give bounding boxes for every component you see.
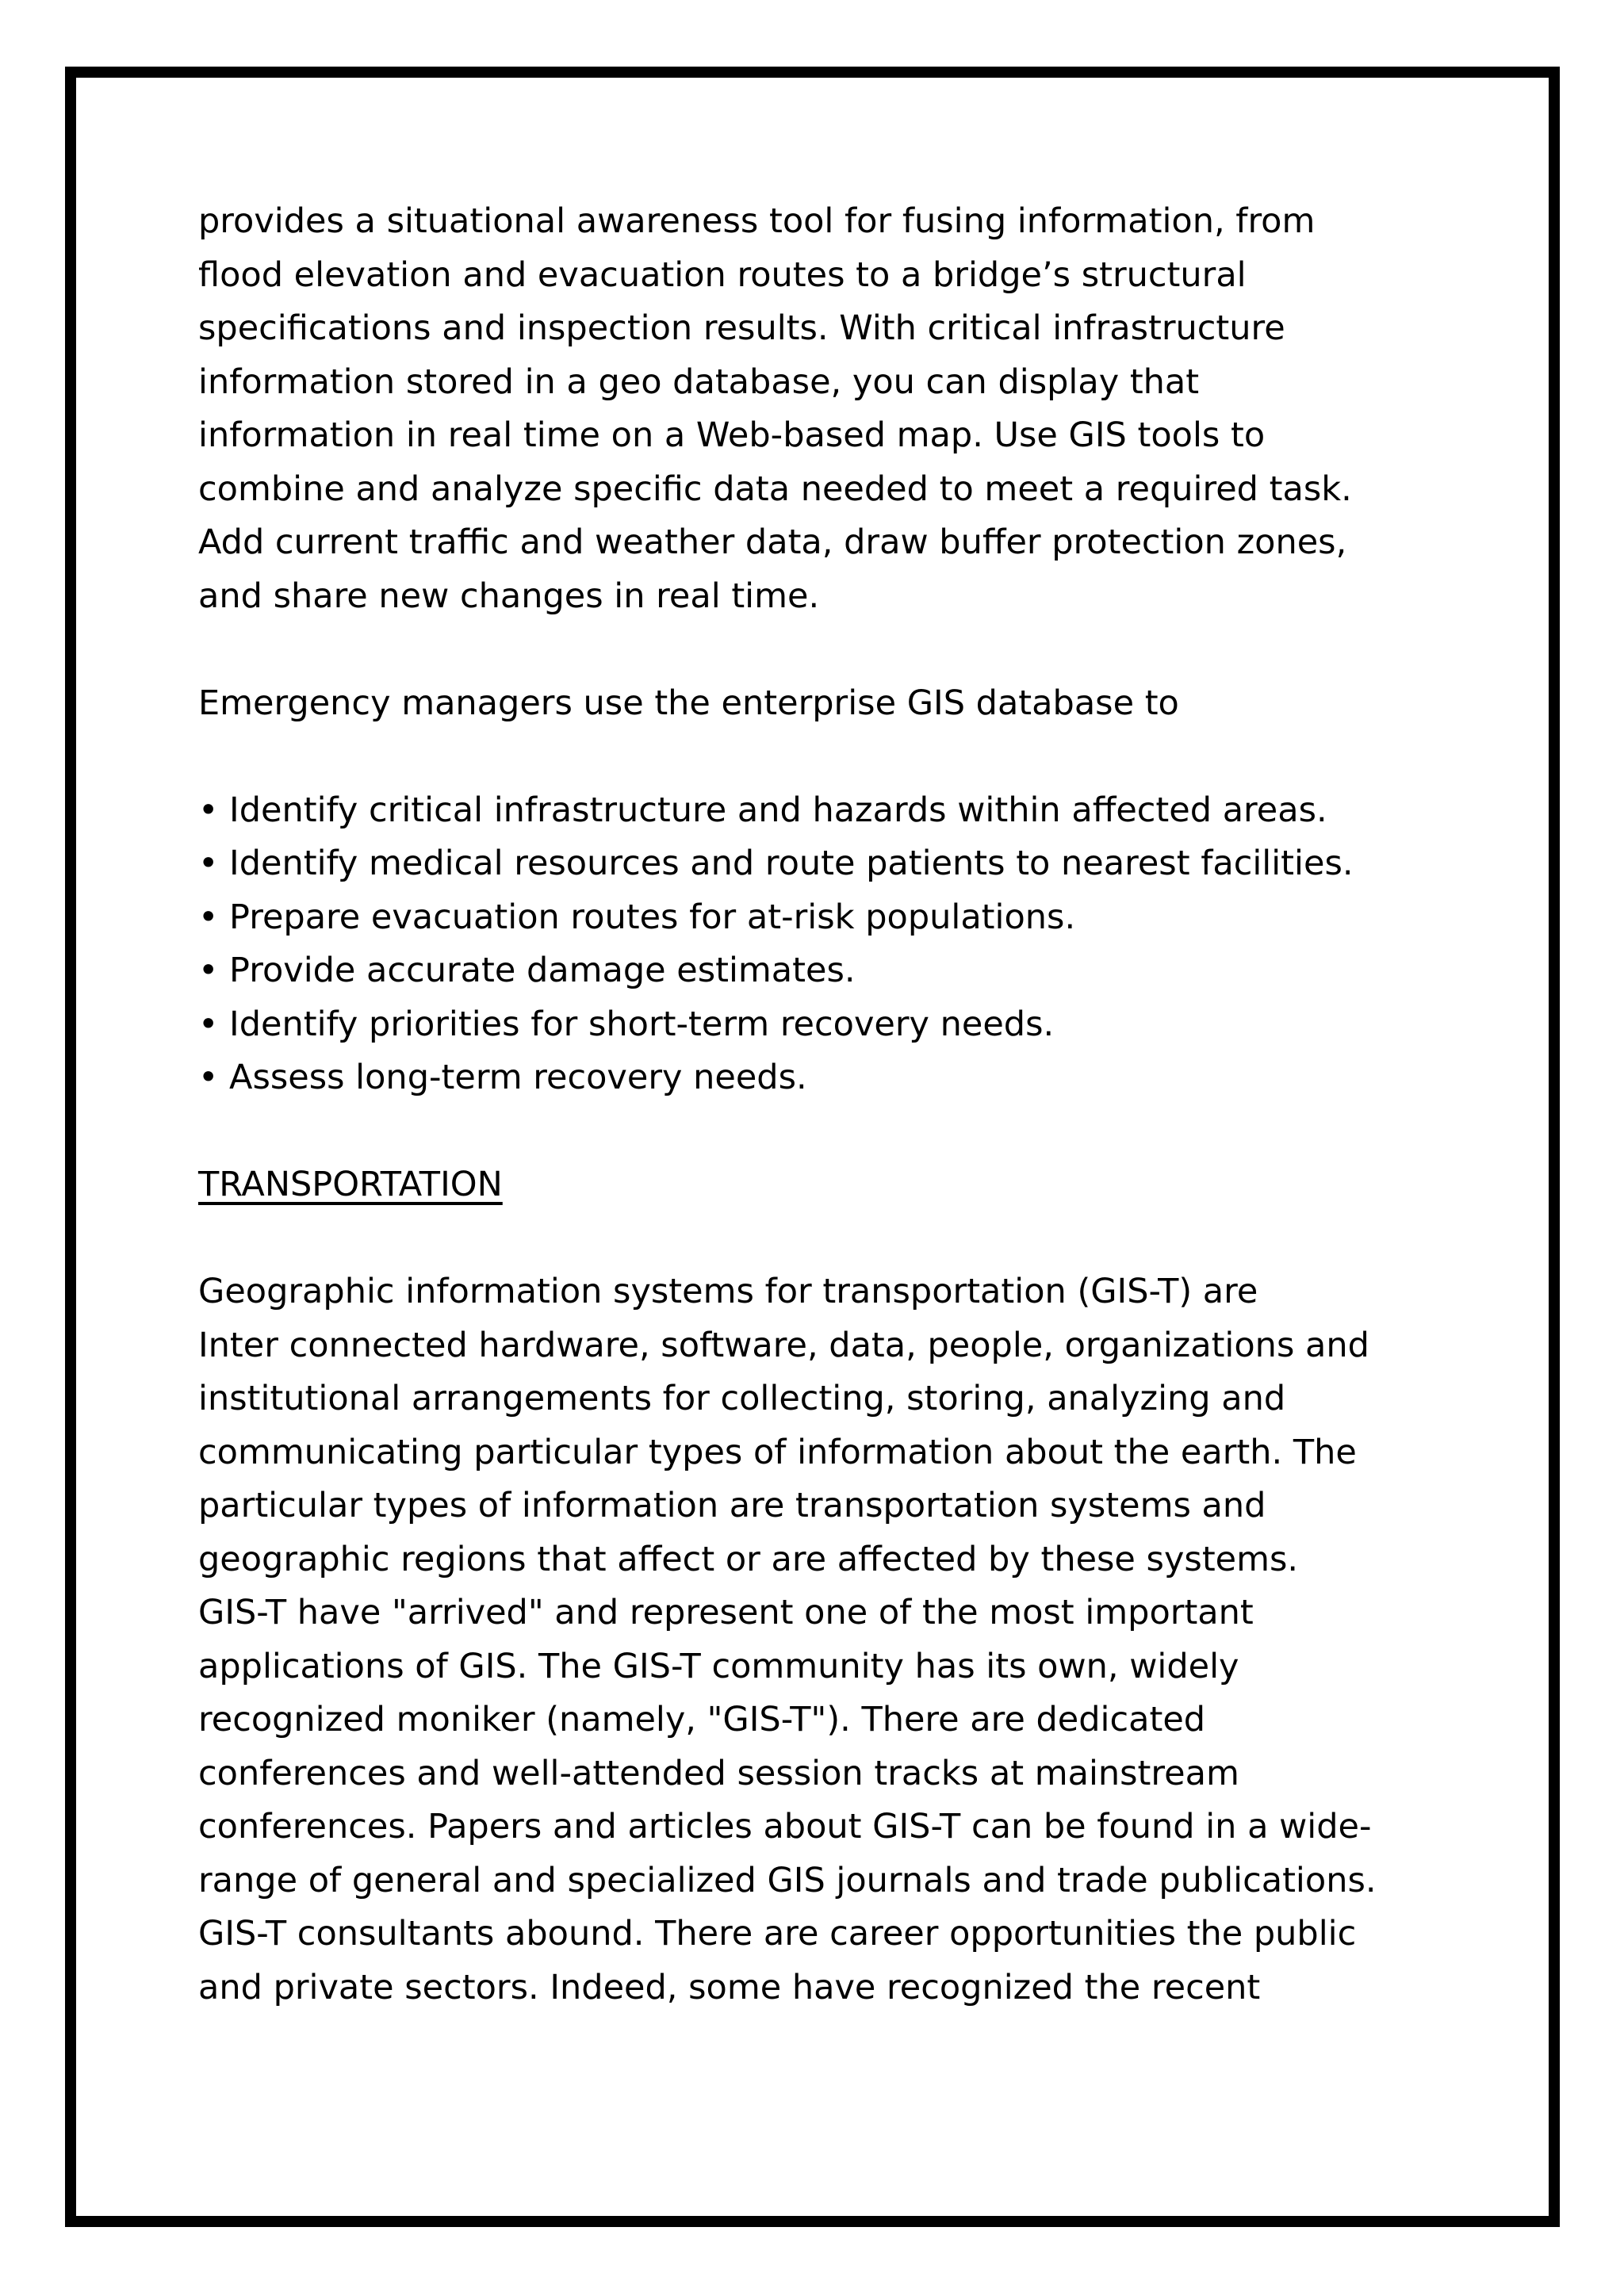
text-line: institutional arrangements for collecting, storing, analyzing and xyxy=(198,1379,1286,1418)
text-line: Add current traffic and weather data, draw buffer protection zones, xyxy=(198,522,1347,562)
text-line: Inter connected hardware, software, data, people, organizations and xyxy=(198,1325,1369,1365)
list-item: • Identify critical infrastructure and hazards within affected areas. xyxy=(198,790,1327,830)
text-line: provides a situational awareness tool for fusing information, from xyxy=(198,201,1316,241)
text-line: geographic regions that affect or are affected by these systems. xyxy=(198,1539,1299,1579)
text-line: combine and analyze specific data needed to meet a required task. xyxy=(198,469,1352,509)
text-line: and private sectors. Indeed, some have recognized the recent xyxy=(198,1967,1261,2007)
text-line: specifications and inspection results. With critical infrastructure xyxy=(198,308,1285,348)
text-line: information in real time on a Web-based map. Use GIS tools to xyxy=(198,415,1266,455)
list-item: • Prepare evacuation routes for at-risk populations. xyxy=(198,897,1076,937)
list-item: • Provide accurate damage estimates. xyxy=(198,951,856,990)
text-line: flood elevation and evacuation routes to a bridge’s structural xyxy=(198,254,1247,295)
list-item: • Identify medical resources and route patients to nearest facilities. xyxy=(198,844,1354,883)
text-line: information stored in a geo database, you can display that xyxy=(198,362,1200,402)
document-body xyxy=(198,195,1467,2015)
text-line: Geographic information systems for transportation (GIS-T) are xyxy=(198,1272,1258,1311)
text-line: recognized moniker (namely, "GIS-T"). There are dedicated xyxy=(198,1700,1206,1739)
section-heading: TRANSPORTATION xyxy=(198,1165,503,1204)
text-line: GIS-T have "arrived" and represent one of the most important xyxy=(198,1593,1254,1632)
text-line: communicating particular types of information about the earth. The xyxy=(198,1432,1357,1472)
text-line: range of general and specialized GIS journals and trade publications. xyxy=(198,1860,1377,1900)
paragraph-spacer xyxy=(198,1212,1467,1266)
paragraph-spacer xyxy=(198,730,1467,784)
text-line: applications of GIS. The GIS-T community has its own, widely xyxy=(198,1646,1239,1686)
text-line: conferences. Papers and articles about GIS-T can be found in a wide- xyxy=(198,1807,1372,1846)
intro-line: Emergency managers use the enterprise GIS database to xyxy=(198,683,1179,723)
text-line: particular types of information are transportation systems and xyxy=(198,1486,1266,1525)
list-item: • Assess long-term recovery needs. xyxy=(198,1058,807,1097)
paragraph-spacer xyxy=(198,1105,1467,1159)
paragraph-spacer xyxy=(198,623,1467,677)
paragraph-gis-t xyxy=(198,1265,1467,2015)
text-line: conferences and well-attended session tracks at mainstream xyxy=(198,1753,1239,1793)
text-line: GIS-T consultants abound. There are career opportunities the public xyxy=(198,1914,1357,1954)
list-item: • Identify priorities for short-term recovery needs. xyxy=(198,1004,1055,1044)
text-line: and share new changes in real time. xyxy=(198,576,820,616)
bullet-list xyxy=(198,784,1467,1105)
paragraph-situational-awareness xyxy=(198,195,1467,623)
